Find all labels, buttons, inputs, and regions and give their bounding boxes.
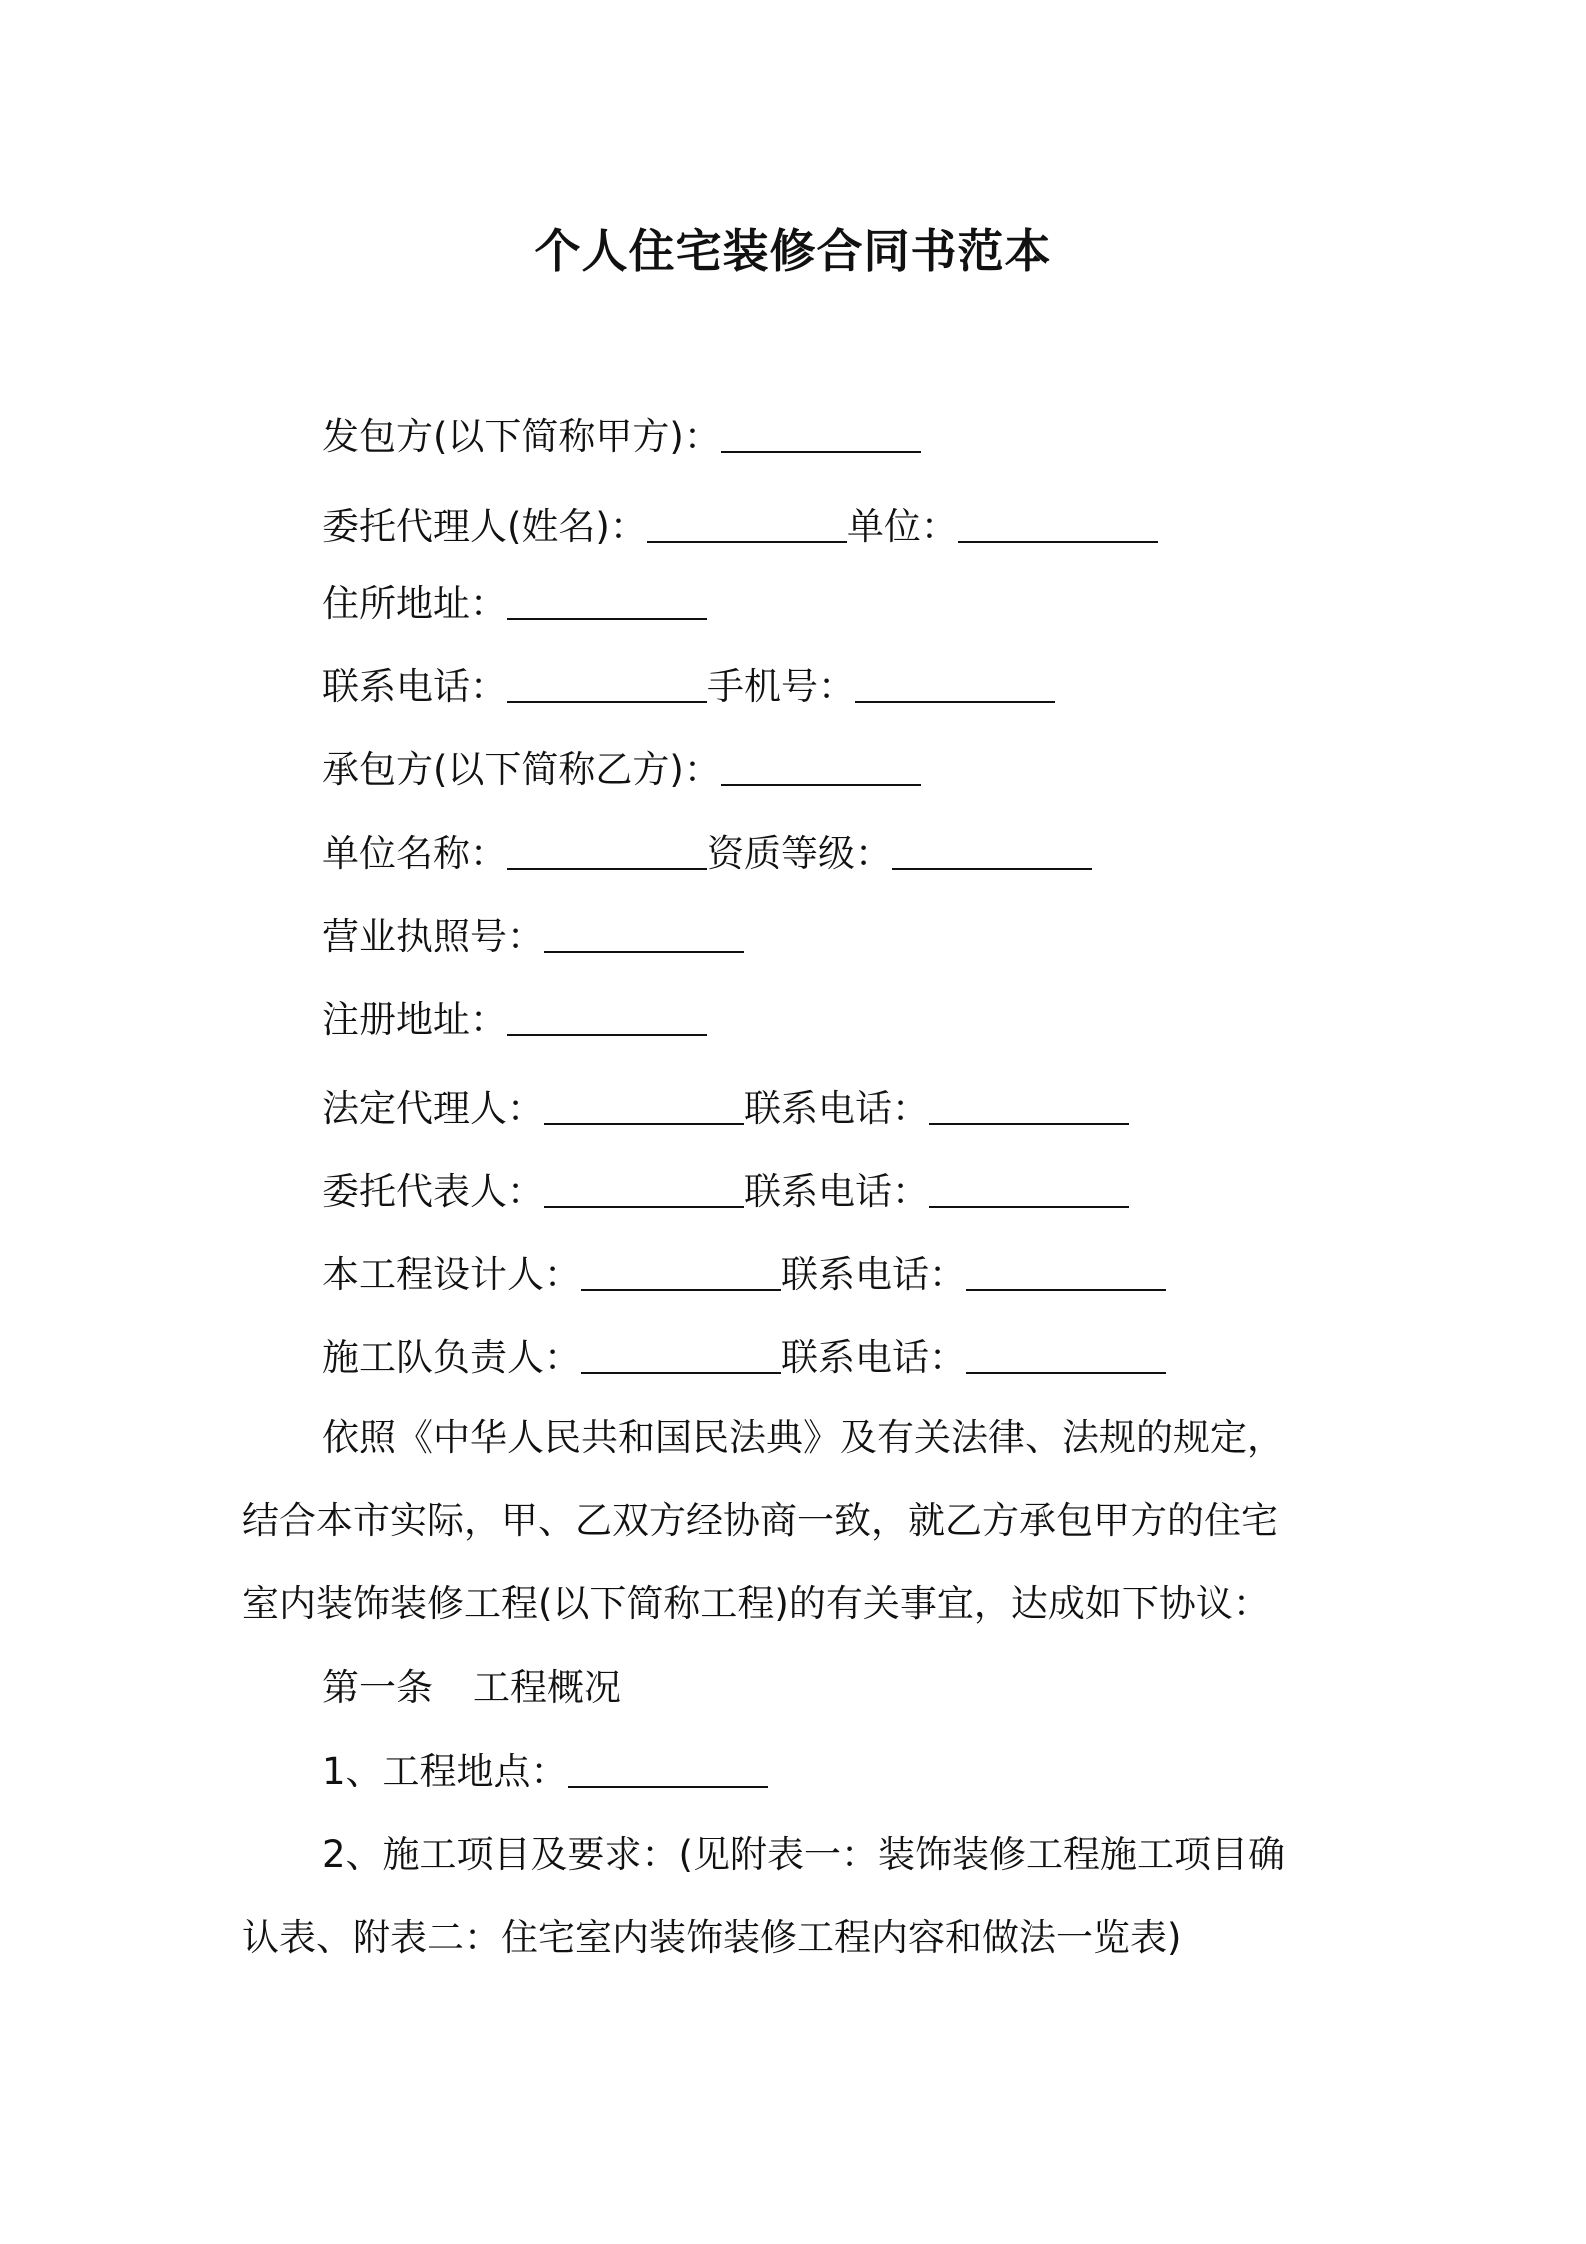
article-1-item-2-line-1: 2、施工项目及要求：(见附表一：装饰装修工程施工项目确	[322, 1833, 1285, 1876]
agent-unit-label: 单位：	[846, 505, 958, 548]
reg-address-label: 注册地址：	[322, 998, 507, 1041]
article-1-heading	[322, 1664, 621, 1712]
article-1-title: 工程概况	[473, 1666, 621, 1709]
phone-label: 联系电话：	[322, 665, 507, 708]
employer-line	[322, 413, 921, 461]
team-leader-line	[322, 1334, 1166, 1382]
designer-line	[322, 1251, 1166, 1299]
qualification-label: 资质等级：	[707, 832, 892, 875]
legal-agent-label: 法定代理人：	[322, 1087, 544, 1130]
license-label: 营业执照号：	[322, 915, 544, 958]
designer-label: 本工程设计人：	[322, 1253, 581, 1296]
qualification-blank[interactable]	[892, 832, 1092, 870]
contractor-label: 承包方(以下简称乙方)：	[322, 748, 721, 791]
reg-address-blank[interactable]	[507, 998, 707, 1036]
address-label: 住所地址：	[322, 582, 507, 625]
designer-phone-blank[interactable]	[966, 1253, 1166, 1291]
mobile-label: 手机号：	[707, 665, 855, 708]
team-leader-phone-blank[interactable]	[966, 1336, 1166, 1374]
contractor-line	[322, 746, 921, 794]
entrusted-rep-phone-label: 联系电话：	[744, 1170, 929, 1213]
article-1-item-2-line-2: 认表、附表二：住宅室内装饰装修工程内容和做法一览表)	[242, 1916, 1182, 1959]
intro-line-1: 依照《中华人民共和国民法典》及有关法律、法规的规定，	[322, 1416, 1284, 1459]
phone-line	[322, 663, 1055, 711]
document-title: 个人住宅装修合同书范本	[534, 224, 1052, 278]
agent-unit-blank[interactable]	[958, 505, 1158, 543]
employer-blank[interactable]	[721, 415, 921, 453]
article-1-item-1	[322, 1748, 768, 1796]
unit-line	[322, 830, 1092, 878]
unit-name-blank[interactable]	[507, 832, 707, 870]
reg-address-line	[322, 996, 707, 1044]
team-leader-label: 施工队负责人：	[322, 1336, 581, 1379]
entrusted-rep-phone-blank[interactable]	[929, 1170, 1129, 1208]
license-line	[322, 913, 744, 961]
team-leader-phone-label: 联系电话：	[781, 1336, 966, 1379]
legal-agent-blank[interactable]	[544, 1087, 744, 1125]
legal-agent-line	[322, 1085, 1129, 1133]
designer-phone-label: 联系电话：	[781, 1253, 966, 1296]
entrusted-rep-blank[interactable]	[544, 1170, 744, 1208]
legal-agent-phone-label: 联系电话：	[744, 1087, 929, 1130]
project-location-label: 1、工程地点：	[322, 1750, 568, 1793]
agent-line	[322, 503, 1158, 551]
phone-blank[interactable]	[507, 665, 707, 703]
entrusted-rep-line	[322, 1168, 1129, 1216]
designer-blank[interactable]	[581, 1253, 781, 1291]
unit-name-label: 单位名称：	[322, 832, 507, 875]
legal-agent-phone-blank[interactable]	[929, 1087, 1129, 1125]
entrusted-rep-label: 委托代表人：	[322, 1170, 544, 1213]
address-line	[322, 580, 707, 628]
address-blank[interactable]	[507, 582, 707, 620]
team-leader-blank[interactable]	[581, 1336, 781, 1374]
intro-line-2: 结合本市实际，甲、乙双方经协商一致，就乙方承包甲方的住宅	[242, 1499, 1278, 1542]
employer-label: 发包方(以下简称甲方)：	[322, 415, 721, 458]
mobile-blank[interactable]	[855, 665, 1055, 703]
license-blank[interactable]	[544, 915, 744, 953]
agent-name-blank[interactable]	[647, 505, 847, 543]
intro-line-3: 室内装饰装修工程(以下简称工程)的有关事宜，达成如下协议：	[242, 1582, 1270, 1625]
project-location-blank[interactable]	[568, 1750, 768, 1788]
article-1-number: 第一条	[322, 1666, 433, 1709]
contractor-blank[interactable]	[721, 748, 921, 786]
agent-name-label: 委托代理人(姓名)：	[322, 505, 647, 548]
